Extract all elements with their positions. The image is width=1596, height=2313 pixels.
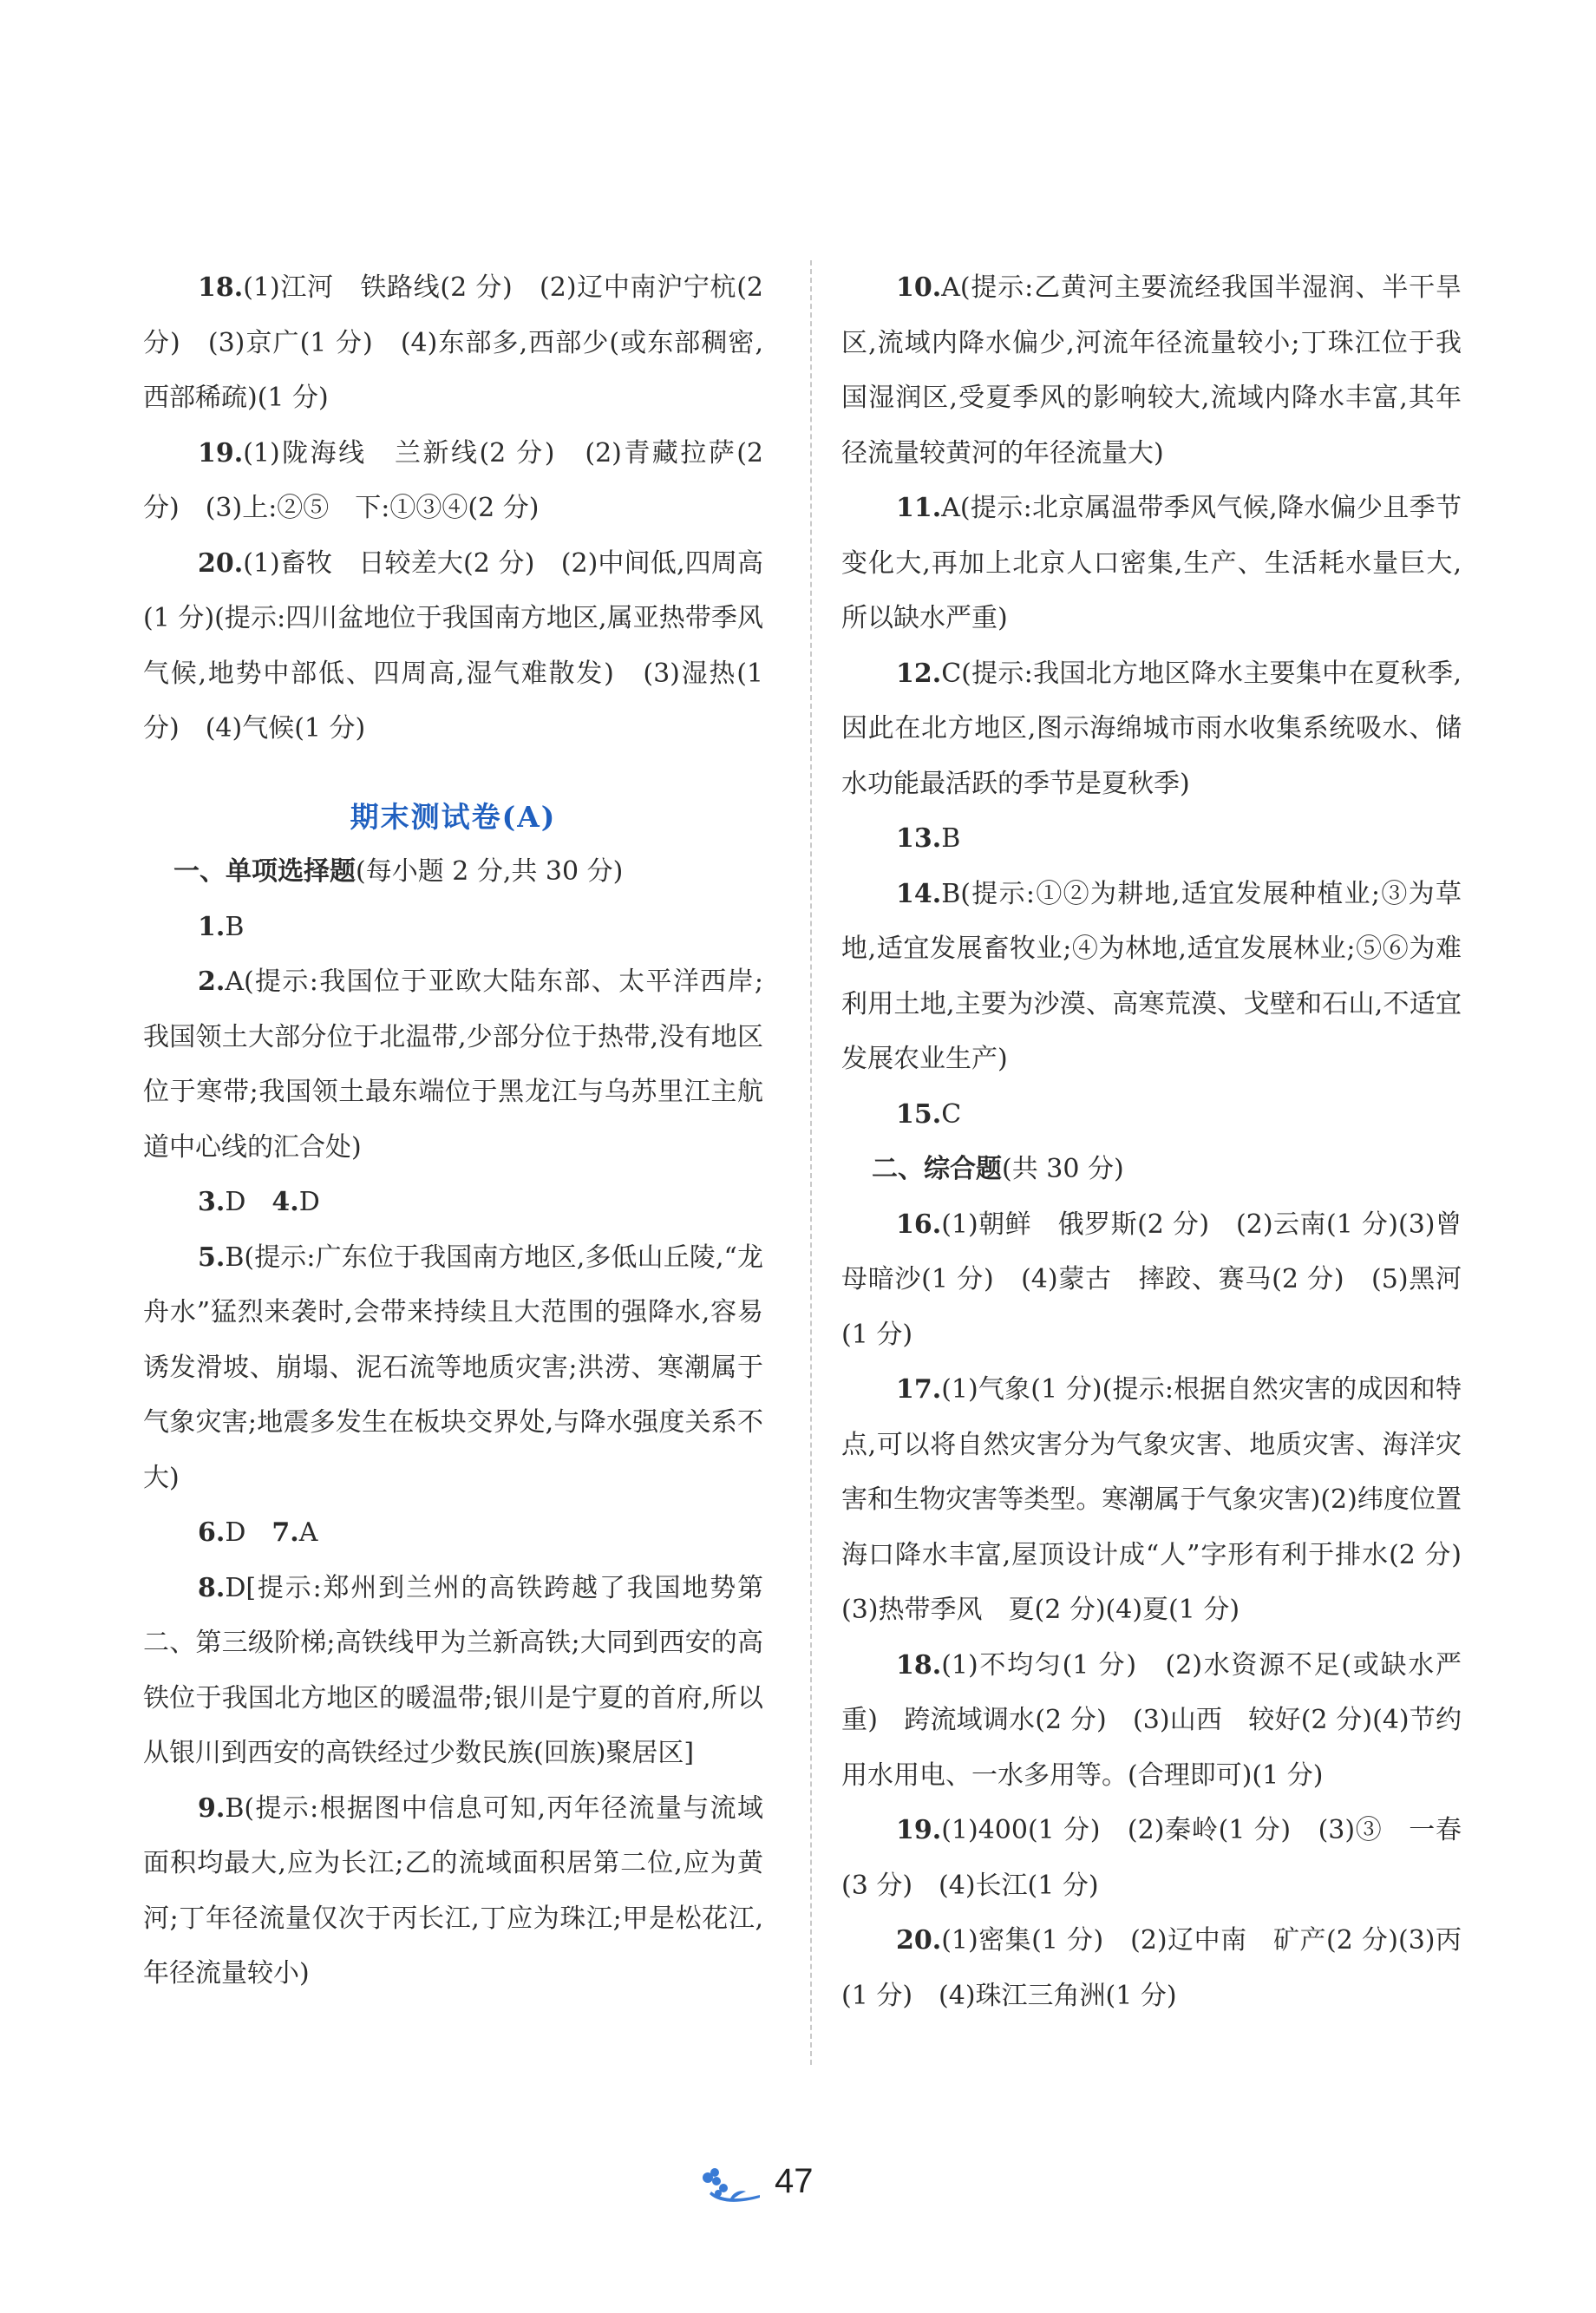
answer-1: 1.B [198,911,245,942]
page-footer [0,2160,1596,2212]
answer-20: 20.(1)畜牧 日较差大(2 分) (2)中间低,四周高(1 分)(提示:四川盆地位于我国南方地区,属亚热带季风气候,地势中部低、四周高,湿气难散发) (3)湿热(1 分) (4)气候(1 分) [143,547,763,744]
answer-6-7: 6.D 7.A [198,1517,318,1548]
answer-18: 18.(1)江河 铁路线(2 分) (2)辽中南沪宁杭(2 分) (3)京广(1 分) (4)东部多,西部少(或东部稠密,西部稀疏)(1 分) [143,272,763,413]
answer-16: 16.(1)朝鲜 俄罗斯(2 分) (2)云南(1 分)(3)曾母暗沙(1 分) (4)蒙古 摔跤、赛马(2 分) (5)黑河(1 分) [841,1209,1462,1350]
answer-3-4: 3.D 4.D [198,1187,320,1217]
answer-19: 19.(1)陇海线 兰新线(2 分) (2)青藏拉萨(2 分) (3)上:②⑤ 下:①③④(2 分) [143,437,763,523]
answer-13: 13.B [896,823,961,854]
answer-10: 10.A(提示:乙黄河主要流经我国半湿润、半干旱区,流域内降水偏少,河流年径流量较小;丁珠江位于我国湿润区,受夏季风的影响较大,流域内降水丰富,其年径流量较黄河的年径流量大) [841,272,1462,468]
answer-9: 9.B(提示:根据图中信息可知,丙年径流量与流域面积均最大,应为长江;乙的流域面积居第二位,应为黄河;丁年径流量仅次于丙长江,丁应为珠江;甲是松花江,年径流量较小) [143,1792,763,1989]
answer-2: 2.A(提示:我国位于亚欧大陆东部、太平洋西岸;我国领土大部分位于北温带,少部分位于热带,没有地区位于寒带;我国领土最东端位于黑龙江与乌苏里江主航道中心线的汇合处) [143,966,763,1163]
answer-17: 17.(1)气象(1 分)(提示:根据自然灾害的成因和特点,可以将自然灾害分为气象灾害、地质灾害、海洋灾害和生物灾害等类型。寒潮属于气象灾害)(2)纬度位置 海口降水丰富,屋顶设计成“人”字形有利于排水(2 分) (3)热带季风 夏(2 分)(4)夏(1 分) [841,1374,1488,1625]
column-divider [810,260,812,2065]
right-column [841,260,1488,2023]
answer-5: 5.B(提示:广东位于我国南方地区,多低山丘陵,“龙舟水”猛烈来袭时,会带来持续且大范围的强降水,容易诱发滑坡、崩塌、泥石流等地质灾害;洪涝、寒潮属于气象灾害;地震多发生在板块交界处,与降水强度关系不大) [143,1242,763,1493]
answer-19b: 19.(1)400(1 分) (2)秦岭(1 分) (3)③ 一春(3 分) (4)长江(1 分) [841,1815,1462,1901]
flower-icon [696,2166,765,2209]
answer-8: 8.D[提示:郑州到兰州的高铁跨越了我国地势第二、第三级阶梯;高铁线甲为兰新高铁;大同到西安的高铁位于我国北方地区的暖温带;银川是宁夏的首府,所以从银川到西安的高铁经过少数民族(回族)聚居区] [143,1572,763,1768]
page-number: 47 [775,2162,814,2200]
answer-14: 14.B(提示:①②为耕地,适宜发展种植业;③为草地,适宜发展畜牧业;④为林地,适宜发展林业;⑤⑥为难利用土地,主要为沙漠、高寒荒漠、戈壁和石山,不适宜发展农业生产) [841,878,1462,1074]
answer-11: 11.A(提示:北京属温带季风气候,降水偏少且季节变化大,再加上北京人口密集,生产、生活耗水量巨大,所以缺水严重) [841,493,1462,633]
answer-20b: 20.(1)密集(1 分) (2)辽中南 矿产(2 分)(3)丙(1 分) (4)珠江三角洲(1 分) [841,1925,1462,2011]
answer-18b: 18.(1)不均匀(1 分) (2)水资源不足(或缺水严重) 跨流域调水(2 分) (3)山西 较好(2 分)(4)节约用水用电、一水多用等。(合理即可)(1 分) [841,1649,1462,1791]
answer-12: 12.C(提示:我国北方地区降水主要集中在夏秋季,因此在北方地区,图示海绵城市雨水收集系统吸水、储水功能最活跃的季节是夏秋季) [841,658,1462,799]
part1-heading: 一、单项选择题(每小题 2 分,共 30 分) [173,856,624,887]
answer-15: 15.C [896,1098,962,1130]
part2-heading: 二、综合题(共 30 分) [872,1154,1124,1184]
section-title: 期末测试卷(A) [350,799,557,834]
left-column [143,260,763,2002]
